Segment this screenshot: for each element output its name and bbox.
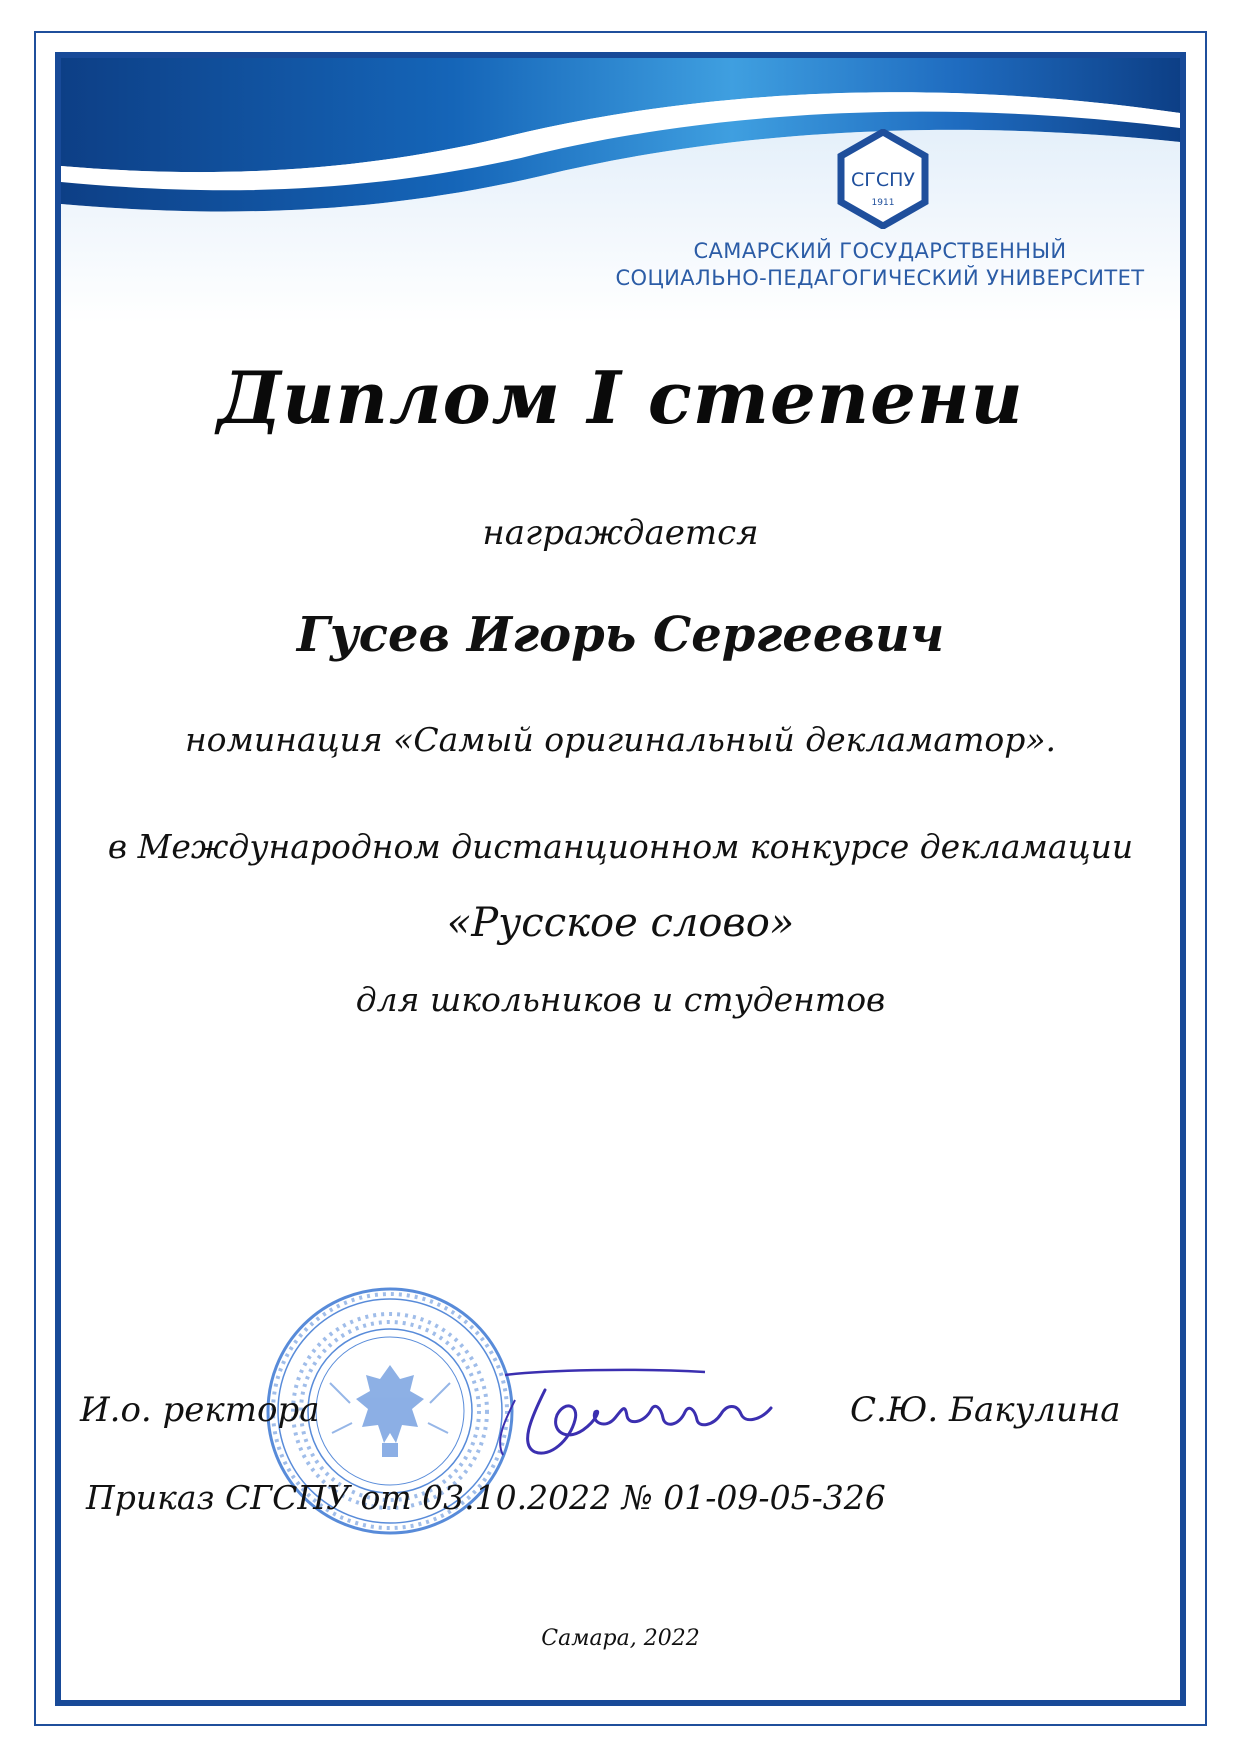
signature-block: [80, 1305, 1130, 1545]
logo-text: СГСПУ: [851, 169, 915, 191]
recipient-name: Гусев Игорь Сергеевич: [296, 607, 945, 663]
university-name-line1: САМАРСКИЙ ГОСУДАРСТВЕННЫЙ: [693, 239, 1067, 263]
awarded-text: награждается: [482, 513, 759, 553]
logo-year: 1911: [871, 198, 895, 208]
place-and-year: Самара, 2022: [541, 1626, 700, 1651]
audience-text: для школьников и студентов: [355, 980, 886, 1019]
university-name: [600, 238, 1160, 292]
nomination-text: номинация «Самый оригинальный декламатор».: [184, 720, 1057, 759]
order-reference: Приказ СГСПУ от 03.10.2022 № 01-09-05-326: [86, 1478, 886, 1517]
diploma-title: Диплом I степени: [217, 355, 1024, 440]
signer-name: С.Ю. Бакулина: [850, 1390, 1121, 1430]
signer-role: И.о. ректора: [80, 1390, 320, 1430]
university-logo: [836, 129, 930, 229]
contest-text: в Международном дистанционном конкурсе декламации: [107, 827, 1134, 866]
university-name-line2: СОЦИАЛЬНО-ПЕДАГОГИЧЕСКИЙ УНИВЕРСИТЕТ: [615, 266, 1145, 290]
contest-name: «Русское слово»: [446, 900, 795, 946]
